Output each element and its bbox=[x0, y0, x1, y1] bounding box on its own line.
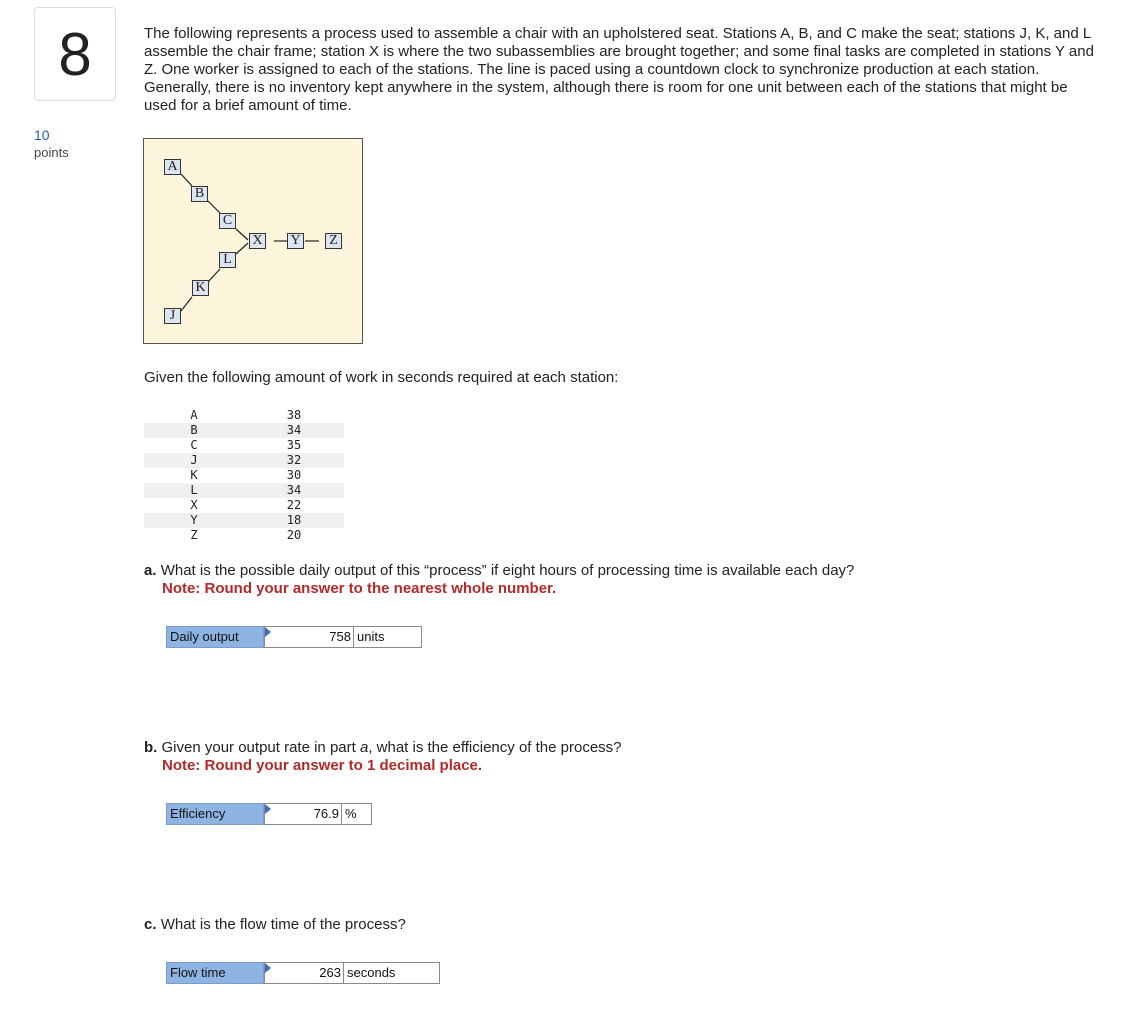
given-text: Given the following amount of work in seconds required at each station: bbox=[144, 369, 619, 386]
table-row bbox=[144, 468, 344, 483]
part-a-label: a. bbox=[144, 562, 157, 579]
station-cell: Z bbox=[190, 528, 198, 542]
connector-k-l bbox=[208, 269, 220, 282]
flow-time-answer-row bbox=[166, 962, 440, 984]
station-node-j: J bbox=[164, 308, 181, 324]
station-cell: C bbox=[190, 438, 198, 452]
part-b-text-italic: a bbox=[359, 739, 369, 756]
answer-marker-icon bbox=[265, 804, 271, 814]
work-time-table bbox=[144, 408, 344, 543]
efficiency-input[interactable] bbox=[264, 803, 342, 825]
station-node-c: C bbox=[219, 213, 236, 229]
question-intro: The following represents a process used to assemble a chair with an upholstered seat. Stations A, B, and C make the seat; stations J, K, and L assemble the chair frame; station X is where the two subassemblies are brought together; and some final tasks are completed in stations Y and Z. One worker is assigned to each of the stations. The line is paced using a countdown clock to synchronize production at each station. Generally, there is no inventory kept anywhere in the system, although there is room for one unit between each of the stations that might be used for a brief amount of time. bbox=[144, 25, 1094, 114]
station-node-z: Z bbox=[325, 233, 342, 249]
flow-time-label: Flow time bbox=[166, 962, 264, 984]
connector-l-x bbox=[236, 243, 248, 254]
table-row bbox=[144, 513, 344, 528]
seconds-cell: 32 bbox=[244, 453, 344, 468]
seconds-cell: 20 bbox=[286, 528, 302, 542]
answer-marker-icon bbox=[265, 627, 271, 637]
seconds-cell: 35 bbox=[286, 438, 302, 452]
part-a-question bbox=[144, 562, 854, 580]
part-c-text: What is the flow time of the process? bbox=[160, 916, 406, 933]
table-row bbox=[144, 498, 344, 513]
efficiency-unit: % bbox=[342, 803, 372, 825]
efficiency-value: 76.9 bbox=[313, 806, 339, 821]
connector-a-b bbox=[181, 174, 192, 186]
part-b-text-before: Given your output rate in part bbox=[161, 739, 360, 756]
table-row bbox=[144, 438, 344, 453]
station-cell: A bbox=[190, 408, 198, 422]
station-node-k: K bbox=[192, 280, 209, 296]
efficiency-label: Efficiency bbox=[166, 803, 264, 825]
station-node-b: B bbox=[191, 186, 208, 202]
daily-output-label: Daily output bbox=[166, 626, 264, 648]
seconds-cell: 34 bbox=[244, 483, 344, 498]
part-c-question bbox=[144, 916, 406, 934]
station-cell: B bbox=[144, 423, 244, 438]
connector-c-x bbox=[236, 229, 248, 240]
table-row bbox=[144, 453, 344, 468]
seconds-cell: 38 bbox=[286, 408, 302, 422]
daily-output-value: 758 bbox=[329, 629, 351, 644]
table-row bbox=[144, 483, 344, 498]
part-c-label: c. bbox=[144, 916, 157, 933]
process-flow-diagram bbox=[143, 138, 363, 344]
station-node-l: L bbox=[219, 252, 236, 268]
table-row bbox=[144, 408, 344, 423]
station-node-y: Y bbox=[287, 233, 304, 249]
station-cell: K bbox=[190, 468, 198, 482]
connector-b-c bbox=[208, 201, 220, 213]
station-node-x: X bbox=[249, 233, 266, 249]
daily-output-answer-row bbox=[166, 626, 422, 648]
part-a-text: What is the possible daily output of this “process” if eight hours of processing time is available each day? bbox=[160, 562, 855, 579]
flow-time-unit: seconds bbox=[344, 962, 440, 984]
station-cell: J bbox=[144, 453, 244, 468]
flow-time-input[interactable] bbox=[264, 962, 344, 984]
station-cell: X bbox=[190, 498, 198, 512]
daily-output-input[interactable] bbox=[264, 626, 354, 648]
table-row bbox=[144, 423, 344, 438]
seconds-cell: 22 bbox=[286, 498, 302, 512]
points-value: 10 bbox=[34, 127, 50, 143]
seconds-cell: 30 bbox=[286, 468, 302, 482]
table-row bbox=[144, 528, 344, 543]
seconds-cell: 18 bbox=[244, 513, 344, 528]
efficiency-answer-row bbox=[166, 803, 372, 825]
question-number: 8 bbox=[34, 7, 116, 101]
flow-time-value: 263 bbox=[319, 965, 341, 980]
station-cell: Y bbox=[144, 513, 244, 528]
part-b-question bbox=[144, 739, 622, 757]
station-cell: L bbox=[144, 483, 244, 498]
seconds-cell: 34 bbox=[244, 423, 344, 438]
part-b-note: Note: Round your answer to 1 decimal place. bbox=[162, 757, 483, 774]
part-b-label: b. bbox=[144, 739, 158, 756]
points-label: points bbox=[34, 145, 69, 160]
daily-output-unit: units bbox=[354, 626, 422, 648]
connector-j-k bbox=[181, 297, 192, 311]
answer-marker-icon bbox=[265, 963, 271, 973]
station-node-a: A bbox=[164, 159, 181, 175]
part-a-note: Note: Round your answer to the nearest whole number. bbox=[162, 580, 557, 597]
part-b-text-after: , what is the efficiency of the process? bbox=[368, 739, 622, 756]
